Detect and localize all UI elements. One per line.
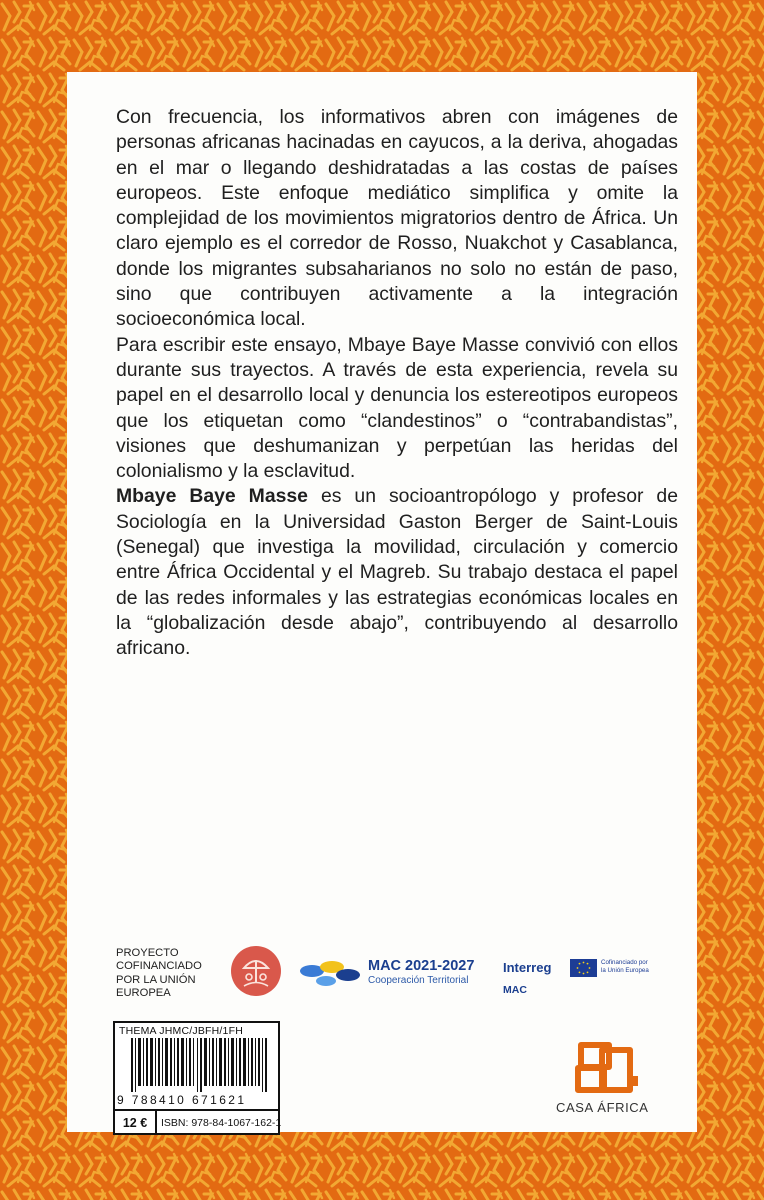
barcode-box — [113, 1021, 280, 1135]
publisher-name: CASA ÁFRICA — [556, 1100, 649, 1115]
funding-line: PROYECTO — [116, 947, 179, 959]
mac-logo — [298, 955, 488, 991]
interreg-label: Interreg — [503, 960, 552, 975]
eu-text-line: Cofinanciado por — [601, 959, 648, 966]
mac-subtitle: Cooperación Territorial — [368, 975, 469, 986]
casa-africa-logo-icon — [556, 1040, 640, 1096]
eu-cofinanced-text — [601, 959, 649, 974]
funding-line: COFINANCIADO — [116, 960, 202, 973]
author-name: Mbaye Baye Masse — [116, 485, 308, 508]
back-cover-text — [116, 105, 678, 662]
thema-code: THEMA JHMC/JBFH/1FH — [119, 1025, 243, 1037]
eu-flag-icon — [570, 959, 597, 977]
funding-line: POR LA UNIÓN — [116, 973, 196, 986]
paragraph-3 — [116, 484, 678, 661]
barcode-digits: 9 788410 671621 — [117, 1093, 247, 1107]
mac-title: MAC 2021-2027 — [368, 958, 475, 974]
paragraph-2: Para escribir este ensayo, Mbaye Baye Masse convivió con ellos durante sus trayectos. A través de esta experiencia, revela su papel en el desarrollo local y denuncia los estereotipos europeos que los etiquetan como “clandestinos” o “contrabandistas”, visiones que deshumanizan y perpetúan las heridas del colonialismo y la esclavitud. — [116, 333, 678, 483]
price-label: 12 € — [115, 1111, 157, 1135]
mac-emblem-icon — [298, 955, 364, 991]
barcode-bars — [131, 1038, 267, 1092]
barcode-footer — [115, 1109, 282, 1135]
isbn-label: ISBN: 978-84-1067-162-1 — [161, 1117, 282, 1129]
funding-statement — [116, 947, 202, 1001]
paragraph-1: Con frecuencia, los informativos abren con imágenes de personas africanas hacinadas en cayucos, a la deriva, ahogadas en el mar o llegando deshidratadas a las costas de países europeos. Este enfoque mediático simplifica y omite la complejidad de los movimientos migratorios dentro de África. Un claro ejemplo es el corredor de Rosso, Nuakchot y Casablanca, donde los migrantes subsaharianos no solo no están de paso, sino que contribuyen activamente a la integración socioeconómica local. — [116, 106, 678, 331]
funding-line: EUROPEA — [116, 987, 171, 1000]
interreg-mac-label: MAC — [503, 984, 527, 996]
eu-text-line: la Unión Europea — [601, 966, 649, 974]
publisher-logo — [556, 1040, 649, 1115]
author-bio: es un socioantropólogo y profesor de Sociología en la Universidad Gaston Berger de Saint-Louis (Senegal) que investiga la movilidad, circulación y comercio entre África Occidental y el Magreb. Su trabajo destaca el papel de las redes informales y las estrategias económicas locales en la “globalización desde abajo”, contribuyendo al desarrollo africano. — [116, 485, 678, 660]
partner-seal-logo — [231, 946, 281, 996]
